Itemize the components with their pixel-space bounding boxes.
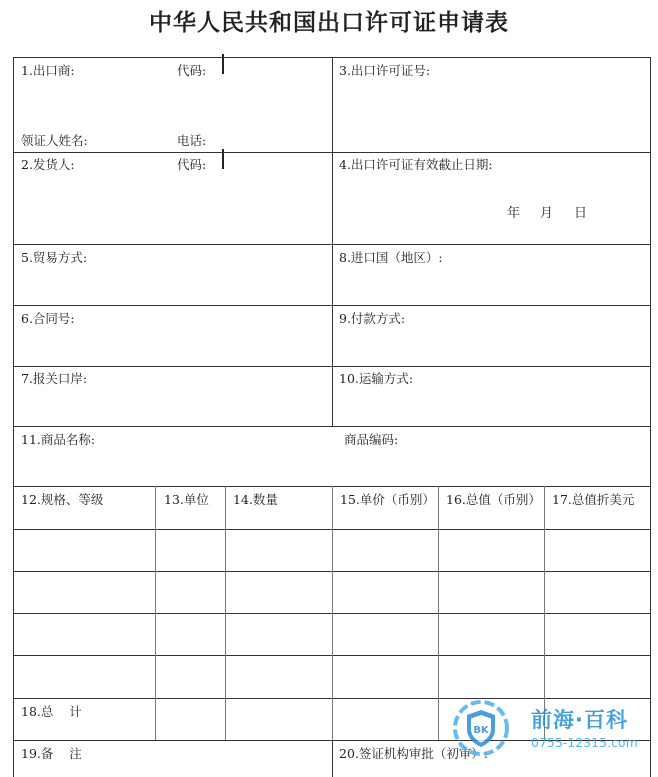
remarks-label: 19.备 注 (21, 746, 82, 761)
customs-port-label: 7.报关口岸: (21, 371, 88, 386)
col-header-total-usd: 17.总值折美元 (552, 492, 635, 507)
logo-mark-text: BK (473, 725, 489, 736)
code-tick-consignor (222, 149, 224, 169)
col-header-spec: 12.规格、等级 (21, 492, 104, 507)
watermark-name: 前海·百科 (531, 708, 628, 732)
watermark-phone: 0755-12315.com (531, 735, 638, 750)
col-header-total-value: 16.总值（币别） (446, 492, 541, 507)
contract-no-label: 6.合同号: (21, 311, 75, 326)
exporter-label: 1.出口商: (21, 63, 75, 78)
col-header-unit: 13.单位 (164, 492, 209, 507)
shield-logo-icon (451, 698, 511, 758)
col-header-quantity: 14.数量 (233, 492, 278, 507)
rule-middle-upper (332, 57, 333, 426)
watermark (447, 690, 647, 765)
rule-row5-bottom (13, 426, 651, 427)
approval-label: 20.签证机构审批（初审）: (339, 746, 489, 761)
rule-left (13, 57, 14, 777)
applicant-name-label: 领证人姓名: (21, 133, 88, 148)
transport-label: 10.运输方式: (339, 371, 414, 386)
trade-mode-label: 5.贸易方式: (21, 250, 88, 265)
application-form (13, 57, 651, 777)
rule-middle-footer (332, 740, 333, 777)
rule-right (650, 57, 651, 777)
phone-label: 电话: (177, 133, 207, 148)
consignor-code-label: 代码: (177, 157, 207, 172)
import-country-label: 8.进口国（地区）: (339, 250, 443, 265)
exporter-code-label: 代码: (177, 63, 207, 78)
day-label: 日 (574, 206, 588, 221)
consignor-label: 2.发货人: (21, 157, 75, 172)
total-label: 18.总 计 (21, 704, 82, 719)
col-header-unit-price: 15.单价（币别） (340, 492, 435, 507)
payment-label: 9.付款方式: (339, 311, 406, 326)
rule-col-15 (332, 486, 333, 740)
rule-col-14 (225, 486, 226, 740)
goods-name-label: 11.商品名称: (21, 432, 96, 447)
month-label: 月 (540, 206, 554, 221)
expiry-date-label: 4.出口许可证有效截止日期: (339, 157, 493, 172)
license-no-label: 3.出口许可证号: (339, 63, 431, 78)
code-tick-exporter (222, 54, 224, 74)
goods-code-label: 商品编码: (344, 432, 399, 447)
form-title: 中华人民共和国出口许可证申请表 (149, 9, 509, 36)
year-label: 年 (507, 206, 521, 221)
rule-col-16 (438, 486, 439, 740)
rule-col-13 (155, 486, 156, 740)
